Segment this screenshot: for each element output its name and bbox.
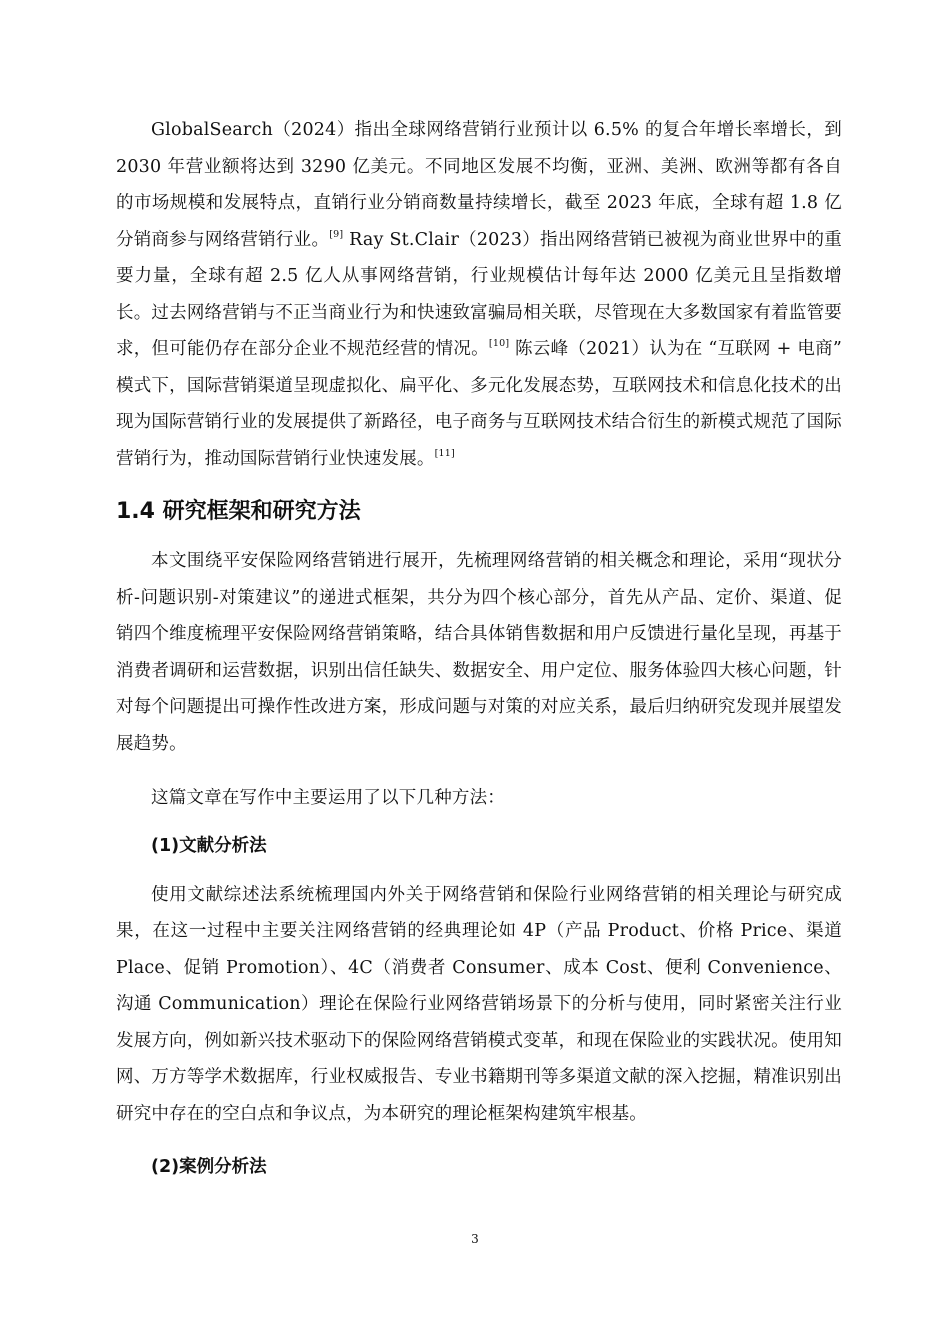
- page-content: [116, 112, 842, 1198]
- page-number: 3: [471, 1232, 479, 1246]
- paragraph-text: 陈云峰（2021）认为在 “互联网 + 电商” 模式下，国际营销渠道呈现虚拟化、扁平化、多元化发展态势，互联网技术和信息化技术的出现为国际营销行业的发展提供了新路径，电子商务与互联网技术结合衍生的新模式规范了国际营销行为，推动国际营销行业快速发展。: [116, 339, 842, 469]
- method-heading-case: (2)案例分析法: [151, 1157, 267, 1177]
- paragraph-methods-intro: 这篇文章在写作中主要运用了以下几种方法：: [151, 788, 505, 808]
- paragraph-gap: [116, 762, 842, 780]
- paragraph-literature-method: 使用文献综述法系统梳理国内外关于网络营销和保险行业网络营销的相关理论与研究成果，在这一过程中主要关注网络营销的经典理论如 4P（产品 Product、价格 Price、渠道 Place、促销 Promotion）、4C（消费者 Consumer、成本 Cost、便利 Convenience、沟通 Communication）理论在保险行业网络营销场景下的分析与使用，同时紧密关注行业发展方向，例如新兴技术驱动下的保险网络营销模式变革，和现在保险业的实践状况。使用知网、万方等学术数据库，行业权威报告、专业书籍期刊等多渠道文献的深入挖掘，精准识别出研究中存在的空白点和争议点，为本研究的理论框架构建筑牢根基。: [116, 884, 842, 1124]
- citation-9: [9]: [329, 228, 344, 240]
- citation-11: [11]: [434, 447, 455, 459]
- paragraph-text: GlobalSearch（2024）指出全球网络营销行业预计以 6.5% 的复合年增长率增长，到 2030 年营业额将达到 3290 亿美元。不同地区发展不均衡，亚洲、美洲、欧洲等都有各自的市场规模和发展特点，直销行业分销商数量持续增长，截至 2023 年底，全球有超 1.8 亿分销商参与网络营销行业。: [116, 120, 842, 250]
- section-heading: 1.4 研究框架和研究方法: [116, 499, 361, 524]
- method-heading-literature: (1)文献分析法: [151, 835, 267, 856]
- paragraph-global-market: [116, 112, 842, 477]
- paragraph-text: Ray St.Clair（2023）指出网络营销已被视为商业世界中的重要力量，全球有超 2.5 亿人从事网络营销，行业规模估计每年达 2000 亿美元且呈指数增长。过去网络营销与不正当商业行为和快速致富骗局相关联，尽管现在大多数国家有着监管要求，但可能仍存在部分企业不规范经营的情况。: [116, 229, 842, 359]
- citation-10: [10]: [488, 338, 510, 349]
- paragraph-framework: 本文围绕平安保险网络营销进行展开，先梳理网络营销的相关概念和理论，采用“现状分析-问题识别-对策建议”的递进式框架，共分为四个核心部分，首先从产品、定价、渠道、促销四个维度梳理平安保险网络营销策略，结合具体销售数据和用户反馈进行量化呈现，再基于消费者调研和运营数据，识别出信任缺失、数据安全、用户定位、服务体验四大核心问题，针对每个问题提出可操作性改进方案，形成问题与对策的对应关系，最后归纳研究发现并展望发展趋势。: [116, 551, 842, 754]
